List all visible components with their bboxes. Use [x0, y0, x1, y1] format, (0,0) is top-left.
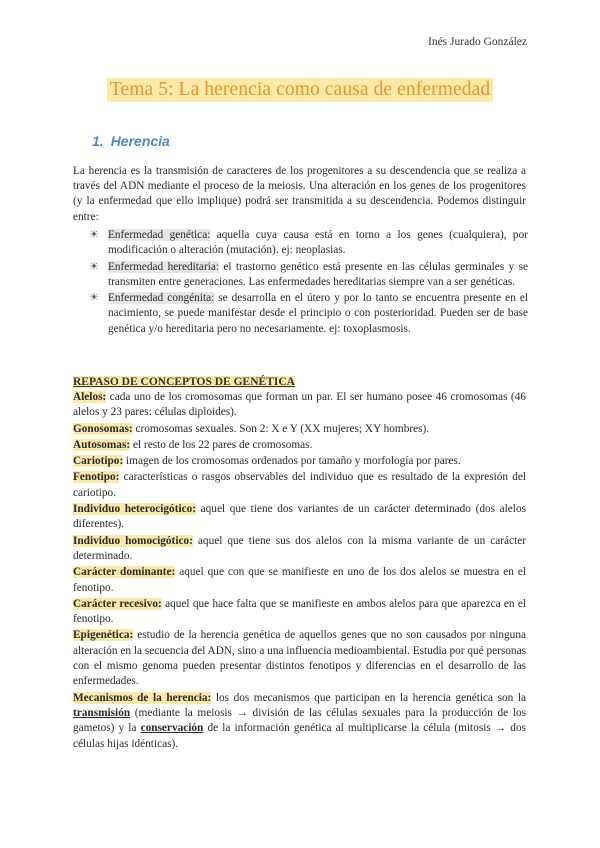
bullet-text: se desarrolla en el útero y por lo tanto se encuentra presente en el nacimiento, se puede manifestar desde el principio o con posterioridad. Pueden ser de base genética y/o hereditaria pero no necesariamente. ej: toxoplasmosis. — [108, 292, 528, 335]
glossary-term: Cariotipo: — [73, 455, 124, 468]
glossary-definition: aquel que hace falta que se manifieste en ambos alelos para que aparezca en el fenotipo. — [73, 597, 526, 626]
glossary-term: Individuo heterocigótico: — [73, 503, 197, 516]
sun-bullet-icon: ☀ — [89, 260, 99, 273]
glossary-entry — [73, 534, 526, 565]
bullet-term: Enfermedad genética: — [108, 229, 211, 241]
glossary-entry-mechanisms — [73, 691, 526, 752]
bullet-term: Enfermedad congénita: — [108, 292, 215, 305]
disease-types-list — [88, 228, 528, 338]
keyword-transmission: transmisión — [73, 706, 131, 719]
glossary-definition: aquel que tiene sus dos alelos con la misma variante de un carácter determinado. — [73, 534, 526, 562]
glossary-term: Fenotipo: — [73, 471, 120, 484]
glossary-section — [73, 372, 526, 753]
glossary-term: Carácter recesivo: — [73, 597, 162, 610]
glossary-term: Carácter dominante: — [73, 566, 176, 579]
glossary-entry — [73, 565, 526, 596]
mechanisms-text-2: (mediante la meiosis → división de las células sexuales para la producción de los gametos) y la — [73, 706, 526, 735]
glossary-entry — [73, 390, 526, 421]
sun-bullet-icon: ☀ — [89, 292, 99, 305]
glossary-definition: imagen de los cromosomas ordenados por tamaño y morfología por pares. — [123, 455, 461, 468]
glossary-term: Individuo homocigótico: — [73, 534, 193, 547]
page-title: Tema 5: La herencia como causa de enfermedad — [107, 78, 493, 102]
glossary-term: Epigenética: — [73, 629, 134, 642]
glossary-term: Autosomas: — [73, 438, 131, 451]
bullet-text: aquella cuya causa está en torno a los genes (cualquiera), por modificación o alteración (mutación). ej: neoplasias. — [108, 229, 528, 257]
list-item — [88, 291, 528, 337]
glossary-definition: estudio de la herencia genética de aquellos genes que no son causados por ninguna alteración en la secuencia del ADN, sino a una influencia medioambiental. Estudia por qué personas con el mismo genoma pueden presentar distintos fenotipos y diferencias en el desarrollo de las enfermedades. — [73, 629, 526, 688]
glossary-definition: cada uno de los cromosomas que forman un par. El ser humano posee 46 cromosomas (46 alelos y 23 pares: células diploides). — [73, 391, 526, 419]
glossary-entry — [73, 470, 526, 501]
glossary-entry — [73, 422, 526, 437]
mechanisms-text-3: de la información genética al multiplicarse la célula (mitosis → dos células hijas idénticas). — [73, 722, 526, 750]
glossary-term: Alelos: — [73, 391, 107, 403]
bullet-text: el trastorno genético está presente en las células germinales y se transmiten entre generaciones. Las enfermedades hereditarias siempre van a ser genéticas. — [108, 260, 528, 288]
list-item — [88, 228, 528, 259]
section-title: Herencia — [110, 133, 170, 149]
intro-paragraph: La herencia es la transmisión de caracteres de los progenitores a su descendencia que se realiza a través del ADN mediante el proceso de la meiosis. Una alteración en los genes de los progenitores (y la enfermedad que ello implique) podrá ser transmitida a su descendencia. Podemos distinguir entre: — [73, 165, 526, 223]
glossary-term: Gonosomas: — [73, 422, 133, 435]
glossary-definition: características o rasgos observables del individuo que es resultado de la expresión del cariotipo. — [73, 471, 526, 499]
glossary-entry — [73, 438, 526, 453]
title-wrapper — [0, 78, 600, 102]
glossary-term: Mecanismos de la herencia: — [73, 691, 212, 704]
glossary-title: REPASO DE CONCEPTOS DE GENÉTICA — [73, 376, 295, 388]
bullet-term: Enfermedad hereditaria: — [108, 260, 219, 273]
glossary-definition: aquel que tiene dos variantes de un carácter determinado (dos alelos diferentes). — [73, 503, 526, 531]
glossary-definition: cromosomas sexuales. Son 2: X e Y (XX mujeres; XY hombres). — [132, 422, 430, 435]
keyword-conservation: conservación — [140, 722, 204, 735]
section-number: 1. — [92, 133, 104, 149]
glossary-definition: aquel que con que se manifieste en uno de los dos alelos se muestra en el fenotipo. — [73, 566, 526, 594]
section-heading — [92, 133, 170, 149]
glossary-entry — [73, 597, 526, 628]
glossary-entry — [73, 454, 526, 469]
glossary-definition: el resto de los 22 pares de cromosomas. — [130, 438, 313, 451]
sun-bullet-icon: ☀ — [89, 229, 99, 241]
list-item — [88, 260, 528, 291]
glossary-entry — [73, 628, 526, 689]
author-name: Inés Jurado González — [428, 36, 527, 48]
glossary-entry — [73, 502, 526, 533]
mechanisms-text-1: los dos mecanismos que participan en la herencia genética son la — [211, 691, 527, 704]
